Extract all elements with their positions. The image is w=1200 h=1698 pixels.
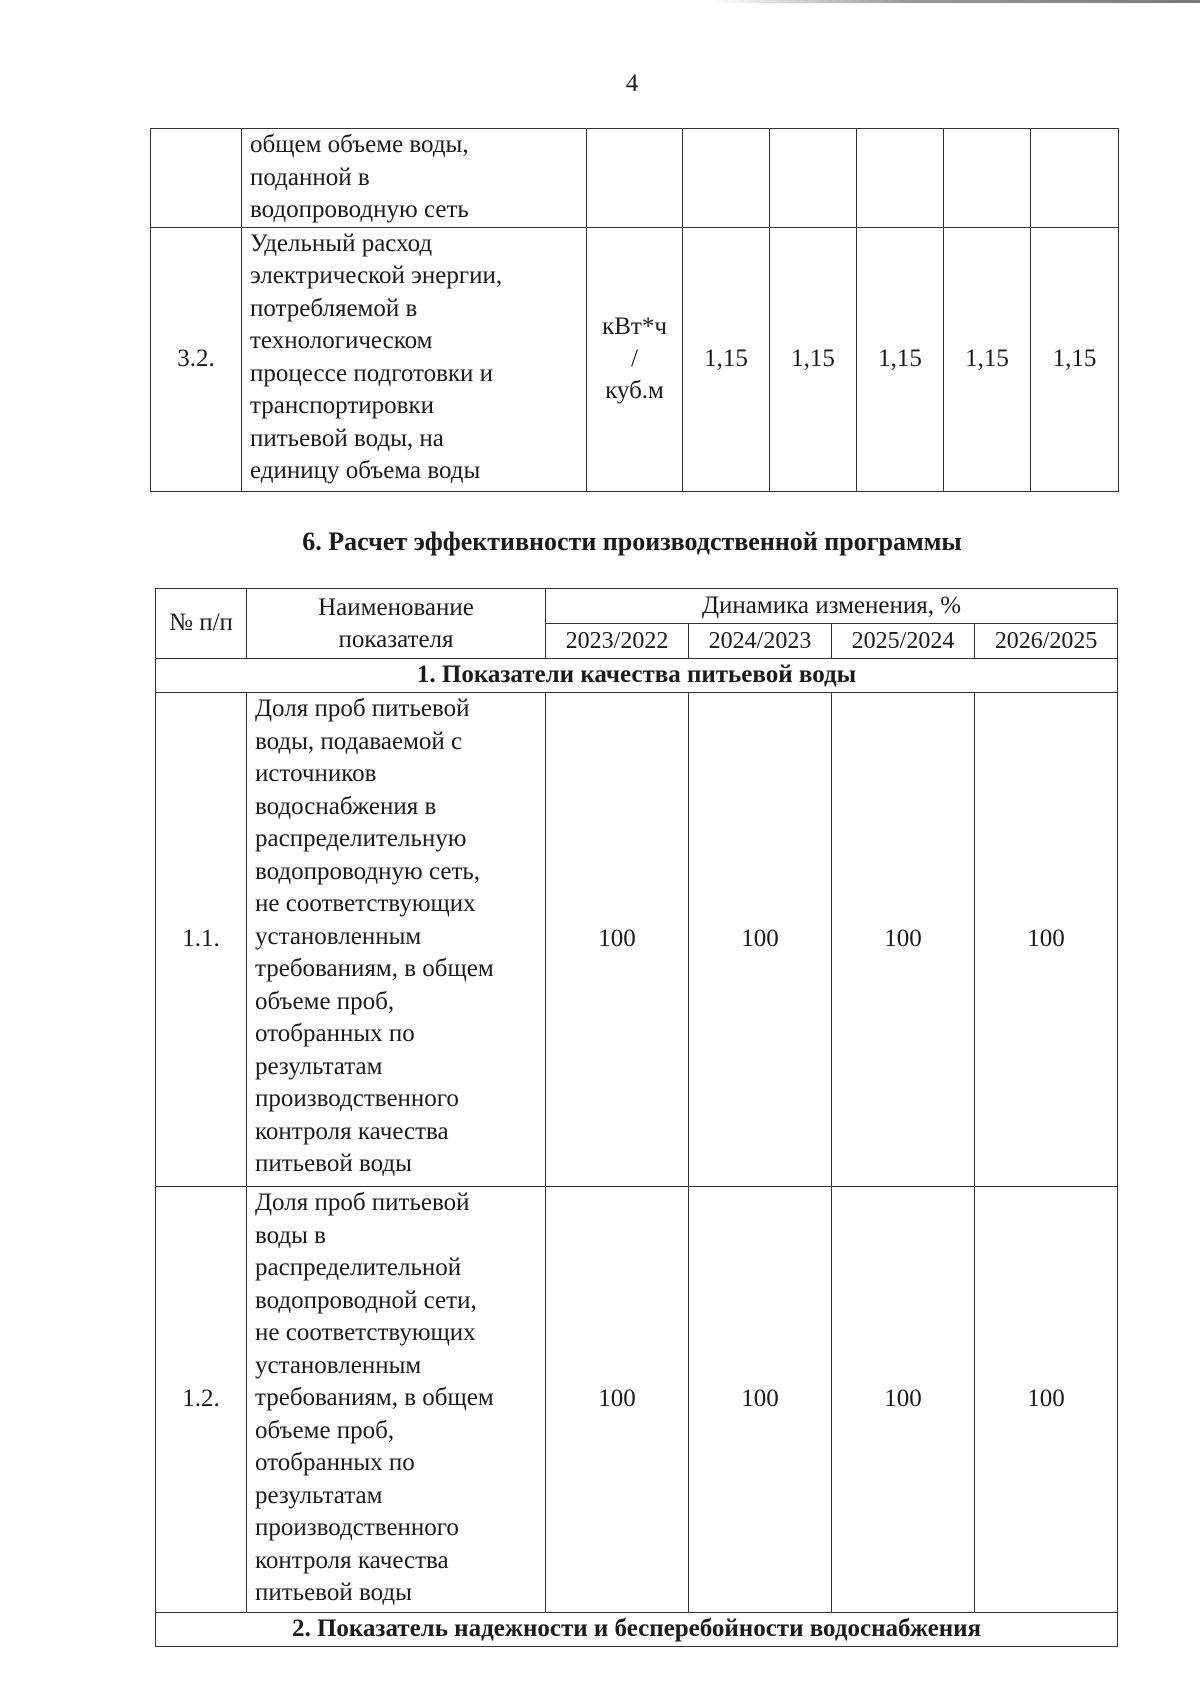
value-cell: 100 (975, 693, 1118, 1187)
name-line: воды, подаваемой с (255, 727, 463, 755)
header-year: 2023/2022 (546, 624, 689, 659)
name-line: контроля качества (255, 1546, 449, 1574)
name-line: источников (255, 760, 377, 787)
header-number: № п/п (156, 589, 247, 659)
value-cell: 100 (546, 693, 689, 1187)
name-line: объеме проб, (255, 987, 395, 1015)
name-line: электрической энергии, (250, 262, 503, 289)
value-cell: 1,15 (683, 227, 770, 491)
name-line: поданной в (250, 163, 370, 191)
section-title: 6. Расчет эффективности производственной программы (302, 527, 962, 556)
name-line: водоснабжения в (255, 792, 437, 820)
name-line: водопроводной сети, (255, 1286, 477, 1314)
name-line: контроля качества (255, 1117, 449, 1145)
name-line: установленным (255, 922, 422, 950)
section-heading-quality: 1. Показатели качества питьевой воды (156, 659, 1118, 693)
name-line: питьевой воды (255, 1150, 412, 1177)
name-line: требованиям, в общем (255, 955, 494, 982)
unit-line: / (631, 345, 638, 372)
indicator-name (242, 129, 587, 228)
name-line: Удельный расход (250, 229, 433, 257)
indicator-name (247, 1187, 546, 1613)
section-heading-reliability: 2. Показатель надежности и бесперебойности водоснабжения (156, 1613, 1118, 1647)
unit-line: кВт*ч (602, 313, 667, 340)
efficiency-table (155, 588, 1118, 1647)
name-line: отобранных по (255, 1020, 415, 1047)
header-name-line: показателя (338, 625, 454, 653)
name-line: отобранных по (255, 1449, 415, 1476)
value-cell: 1,15 (770, 227, 857, 491)
value-cell (944, 129, 1031, 228)
value-cell (857, 129, 944, 228)
name-line: не соответствующих (255, 1319, 476, 1346)
name-line: не соответствующих (255, 890, 476, 917)
table-row (151, 129, 1119, 228)
value-cell: 100 (546, 1187, 689, 1613)
section-row (156, 659, 1118, 693)
value-cell: 100 (975, 1187, 1118, 1613)
name-line: общем объеме воды, (250, 131, 469, 158)
value-cell: 100 (689, 1187, 832, 1613)
name-line: требованиям, в общем (255, 1384, 494, 1411)
header-name-line: Наименование (318, 593, 474, 621)
value-cell (683, 129, 770, 228)
name-line: транспортировки (250, 392, 434, 419)
name-line: распределительной (255, 1254, 462, 1281)
header-year: 2026/2025 (975, 624, 1118, 659)
value-cell: 100 (832, 693, 975, 1187)
unit-cell (587, 129, 683, 228)
table-row (151, 227, 1119, 491)
value-cell: 1,15 (944, 227, 1031, 491)
page-number: 4 (625, 70, 639, 97)
unit-line: куб.м (605, 377, 664, 404)
name-line: водопроводную сеть, (255, 857, 481, 885)
row-number: 1.2. (156, 1187, 247, 1613)
value-cell (1031, 129, 1119, 228)
name-line: результатам (255, 1481, 383, 1509)
name-line: производственного (255, 1085, 459, 1112)
table-row (156, 1187, 1118, 1613)
table-row (156, 693, 1118, 1187)
header-row (156, 589, 1118, 624)
continuation-table (150, 128, 1119, 492)
name-line: питьевой воды (255, 1579, 412, 1606)
unit-cell (587, 227, 683, 491)
name-line: воды в (255, 1221, 326, 1249)
value-cell (770, 129, 857, 228)
name-line: технологическом (250, 327, 433, 354)
row-number: 1.1. (156, 693, 247, 1187)
value-cell: 1,15 (857, 227, 944, 491)
name-line: питьевой воды, на (250, 424, 444, 452)
value-cell: 1,15 (1031, 227, 1119, 491)
header-year: 2025/2024 (832, 624, 975, 659)
header-year: 2024/2023 (689, 624, 832, 659)
name-line: установленным (255, 1351, 422, 1379)
value-cell: 100 (832, 1187, 975, 1613)
name-line: водопроводную сеть (250, 196, 469, 223)
header-indicator-name (247, 589, 546, 659)
name-line: результатам (255, 1052, 383, 1080)
header-dynamics: Динамика изменения, % (546, 589, 1118, 624)
name-line: потребляемой в (250, 294, 418, 322)
name-line: Доля проб питьевой (255, 1189, 470, 1216)
name-line: распределительную (255, 825, 467, 852)
row-number: 3.2. (151, 227, 242, 491)
name-line: единицу объема воды (250, 457, 481, 484)
name-line: Доля проб питьевой (255, 695, 470, 722)
section-row (156, 1613, 1118, 1647)
name-line: производственного (255, 1514, 459, 1541)
scan-edge-artifact (710, 0, 1200, 3)
row-number (151, 129, 242, 228)
name-line: процессе подготовки и (250, 359, 494, 387)
indicator-name (247, 693, 546, 1187)
name-line: объеме проб, (255, 1416, 395, 1444)
indicator-name (242, 227, 587, 491)
value-cell: 100 (689, 693, 832, 1187)
